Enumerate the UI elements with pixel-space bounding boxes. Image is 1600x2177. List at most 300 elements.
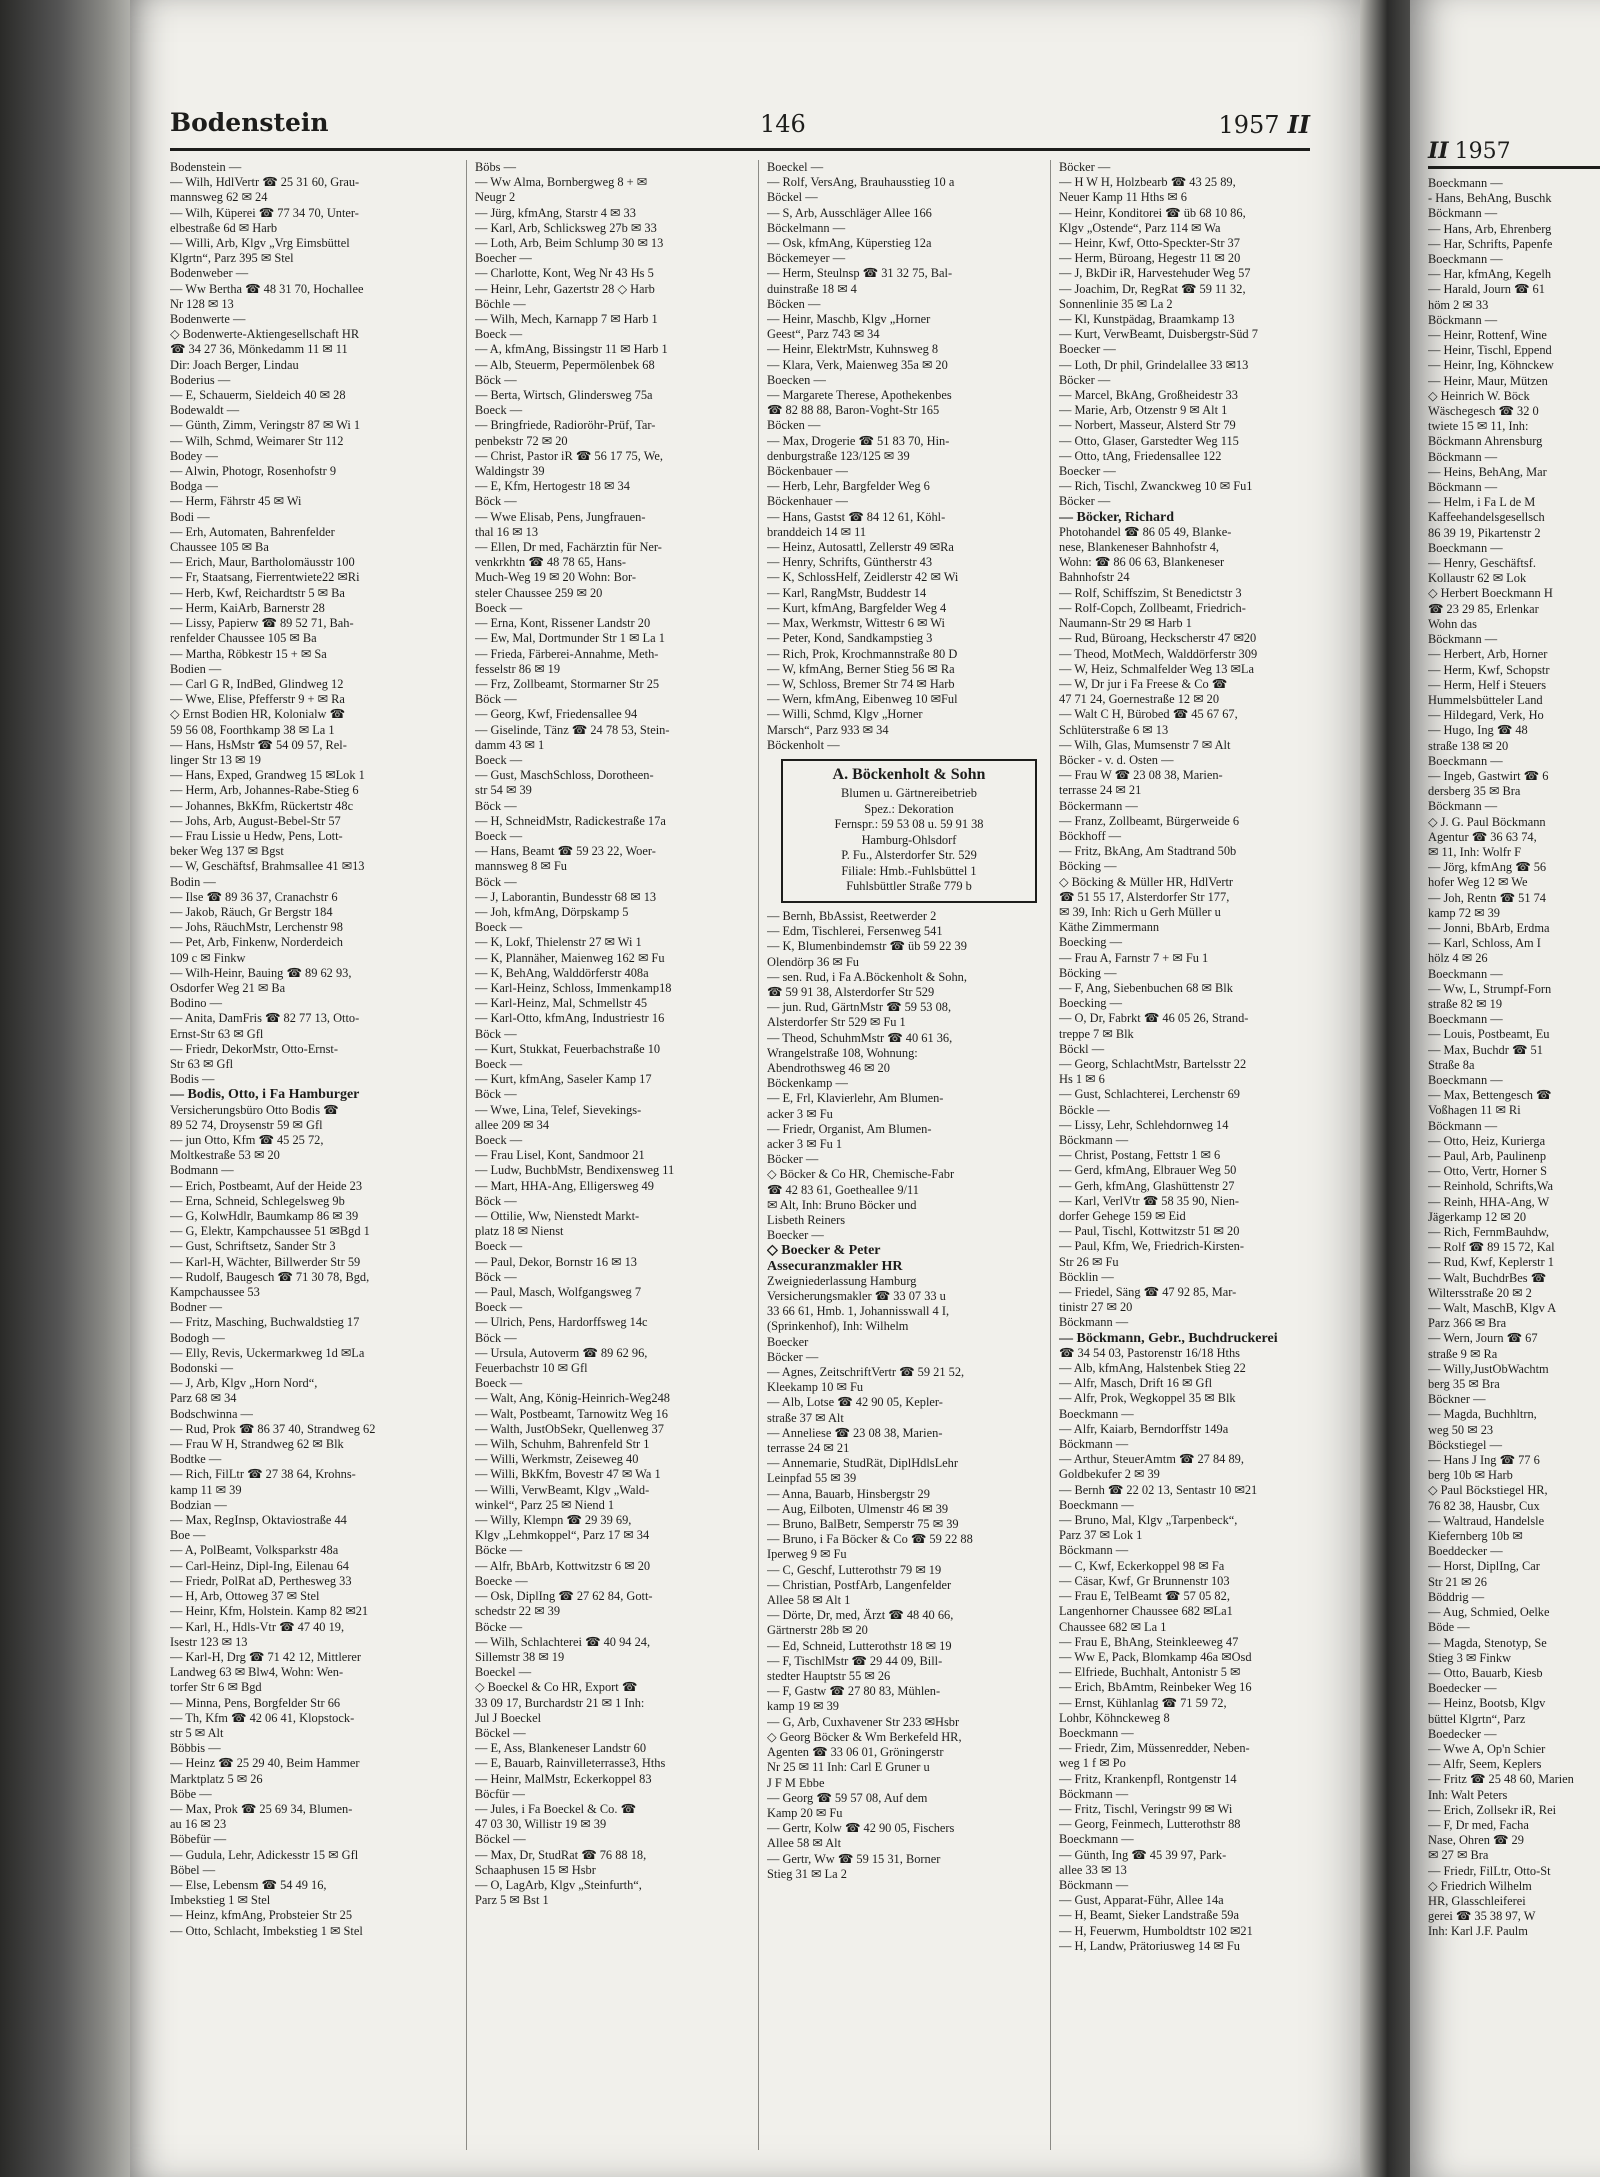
directory-entry: — Gust, Apparat-Führ, Allee 14a <box>1059 1893 1224 1908</box>
directory-entry: — Margarete Therese, Apothekenbes <box>767 388 952 403</box>
directory-entry: linger Str 13 ✉ 19 <box>170 752 261 767</box>
directory-entry: — Rolf-Copch, Zollbeamt, Friedrich- <box>1059 600 1246 615</box>
directory-entry: — Henry, Schrifts, Güntherstr 43 <box>767 555 933 570</box>
directory-entry: Boeck — <box>475 1056 523 1071</box>
column-3 <box>758 160 1037 2150</box>
directory-entry: — Joh, Rentn ☎ 51 74 <box>1428 890 1547 905</box>
directory-entry: — Otto, Glaser, Garstedter Weg 115 <box>1059 433 1239 448</box>
directory-entry: — H, Arb, Ottoweg 37 ✉ Stel <box>170 1589 320 1604</box>
directory-entry: — Kurt, kfmAng, Saseler Kamp 17 <box>475 1072 652 1087</box>
directory-entry: Böckstiegel — <box>1428 1437 1502 1452</box>
directory-entry: weg 1 f ✉ Po <box>1059 1756 1126 1771</box>
directory-entry: — Hans, HsMstr ☎ 54 09 57, Rel- <box>170 737 347 752</box>
directory-entry: — Wilh, Schlachterei ☎ 40 94 24, <box>475 1634 651 1649</box>
directory-entry: — Ellen, Dr med, Fachärztin für Ner- <box>475 540 662 555</box>
directory-entry: — Walt, MaschB, Klgv A <box>1428 1301 1557 1316</box>
directory-entry: — Friedr, DekorMstr, Otto-Ernst- <box>170 1041 338 1056</box>
directory-entry: Böckmann — <box>1059 1543 1129 1558</box>
directory-entry: ☎ 23 29 85, Erlenkar <box>1428 601 1539 616</box>
directory-entry: Böck — <box>475 1330 517 1345</box>
ad-line: Blumen u. Gärtnereibetrieb <box>841 786 977 801</box>
directory-entry: Bodey — <box>170 448 218 463</box>
directory-entry: — G, KolwHdlr, Baumkamp 86 ✉ 39 <box>170 1209 359 1224</box>
directory-entry: Bodogh — <box>170 1330 225 1345</box>
directory-entry: ◇ Herbert Boeckmann H <box>1428 586 1553 601</box>
directory-entry: Böckemeyer — <box>767 251 846 266</box>
directory-entry: — Joh, kfmAng, Dörpskamp 5 <box>475 904 629 919</box>
directory-entry: — Max, Drogerie ☎ 51 83 70, Hin- <box>767 433 950 448</box>
directory-entry: — Böcker, Richard <box>1059 509 1174 525</box>
directory-entry: ◇ Boeckel & Co HR, Export ☎ <box>475 1680 638 1695</box>
directory-entry: — Alb, Lotse ☎ 42 90 05, Kepler- <box>767 1395 943 1410</box>
directory-entry: Böcker — <box>1059 372 1111 387</box>
directory-entry: — Lissy, Lehr, Schlehdornweg 14 <box>1059 1117 1229 1132</box>
directory-entry: — Wilh, Schuhm, Bahrenfeld Str 1 <box>475 1437 650 1452</box>
directory-entry: — Alwin, Photogr, Rosenhofstr 9 <box>170 464 337 479</box>
directory-entry: Boe — <box>170 1528 206 1543</box>
directory-entry: Allee 58 ✉ Alt 1 <box>767 1593 851 1608</box>
directory-entry: Kollaustr 62 ✉ Lok <box>1428 571 1527 586</box>
directory-entry: Chaussee 105 ✉ Ba <box>170 540 269 555</box>
column-4 <box>1050 160 1329 2150</box>
directory-entry: Lisbeth Reiners <box>767 1212 846 1227</box>
directory-entry: Böckhoff — <box>1059 828 1122 843</box>
directory-entry: — E, Bauarb, Rainvilleterrasse3, Hths <box>475 1756 666 1771</box>
directory-entry: — Charlotte, Kont, Weg Nr 43 Hs 5 <box>475 266 654 281</box>
directory-entry: — Hans J Ing ☎ 77 6 <box>1428 1453 1540 1468</box>
directory-entry: — Frau Lissie u Hedw, Pens, Lott- <box>170 828 343 843</box>
directory-entry: — Paul, Kfm, We, Friedrich-Kirsten- <box>1059 1239 1244 1254</box>
directory-entry: — Friedr, PolRat aD, Perthesweg 33 <box>170 1573 352 1588</box>
directory-entry: Kiefernberg 10b ✉ <box>1428 1529 1523 1544</box>
directory-entry: Boeck — <box>475 1133 523 1147</box>
directory-entry: — Heinz, kfmAng, Probsteier Str 25 <box>170 1908 353 1923</box>
directory-entry: — Helm, i Fa L de M <box>1428 495 1536 510</box>
directory-entry: — Heinr, Ing, Köhnckew <box>1428 358 1554 373</box>
directory-entry: — Heinr, Lehr, Gazertstr 28 ◇ Harb <box>475 281 655 296</box>
directory-entry: — Friedr, Organist, Am Blumen- <box>767 1121 932 1136</box>
directory-entry: — Wwe, Elise, Pfefferstr 9 + ✉ Ra <box>170 692 345 707</box>
directory-entry: — Hans, Gastst ☎ 84 12 61, Köhl- <box>767 509 946 524</box>
directory-entry: — Willi, Schmd, Klgv „Horner <box>767 707 923 722</box>
directory-entry: — Walth, JustObSekr, Quellenweg 37 <box>475 1421 664 1436</box>
directory-entry: ☎ 42 83 61, Goetheallee 9/11 <box>767 1182 919 1197</box>
directory-entry: — Heinz ☎ 25 29 40, Beim Hammer <box>170 1756 360 1771</box>
directory-entry: Much-Weg 19 ✉ 20 Wohn: Bor- <box>475 570 637 585</box>
directory-entry: — Willy, Klempn ☎ 29 39 69, <box>475 1513 632 1528</box>
directory-entry: — Willi, BkKfm, Bovestr 47 ✉ Wa 1 <box>475 1467 661 1482</box>
directory-entry: — Hildegard, Verk, Ho <box>1428 708 1544 723</box>
directory-entry: ◇ Böcker & Co HR, Chemische-Fabr <box>767 1167 955 1182</box>
directory-entry: — W, Dr jur i Fa Freese & Co ☎ <box>1059 676 1228 691</box>
book-spine <box>0 0 150 2177</box>
directory-entry: — Otto, Schlacht, Imbekstieg 1 ✉ Stel <box>170 1923 363 1938</box>
directory-entry: — Heinr, Kwf, Otto-Speckter-Str 37 <box>1059 236 1240 251</box>
directory-entry: Boecking — <box>1059 996 1122 1011</box>
directory-entry: — Wilh, Glas, Mumsenstr 7 ✉ Alt <box>1059 737 1231 752</box>
directory-entry: straße 37 ✉ Alt <box>767 1410 844 1425</box>
directory-entry: — E, Kfm, Hertogestr 18 ✉ 34 <box>475 479 630 494</box>
directory-entry: Böckenkamp — <box>767 1076 848 1091</box>
directory-entry: Marsch“, Parz 933 ✉ 34 <box>767 722 889 737</box>
directory-entry: — Henry, Geschäftsf. <box>1428 556 1536 571</box>
directory-entry: — H, Landw, Prätoriusweg 14 ✉ Fu <box>1059 1938 1240 1953</box>
directory-entry: — J, Laborantin, Bundesstr 68 ✉ 13 <box>475 889 657 904</box>
directory-entry: — K, BehAng, Walddörferstr 408a <box>475 965 649 980</box>
directory-entry: allee 33 ✉ 13 <box>1059 1862 1127 1877</box>
directory-entry: — Alfr, Seem, Keplers <box>1428 1757 1542 1772</box>
directory-entry: — Erich, Maur, Bartholomäusstr 100 <box>170 555 355 570</box>
directory-entry: — G, Arb, Cuxhavener Str 233 ✉Hsbr <box>767 1714 960 1729</box>
directory-entry: Böcking — <box>1059 859 1117 874</box>
directory-entry: — Fr, Staatsang, Fierrentwiete22 ✉Ri <box>170 570 360 585</box>
directory-entry: gerei ☎ 35 38 97, W <box>1428 1909 1536 1924</box>
column-1 <box>170 160 448 2150</box>
directory-entry: Voßhagen 11 ✉ Ri <box>1428 1103 1521 1118</box>
directory-entry: — Wilh, HdlVertr ☎ 25 31 60, Grau- <box>170 175 360 190</box>
directory-entry: — Erna, Schneid, Schlegelsweg 9b <box>170 1193 345 1208</box>
ad-title: A. Böckenholt & Sohn <box>832 765 986 783</box>
directory-entry: Kamp 20 ✉ Fu <box>767 1805 843 1820</box>
directory-entry: — Johannes, BkKfm, Rückertstr 48c <box>170 798 354 813</box>
directory-entry: — H, Feuerwm, Humboldtstr 102 ✉21 <box>1059 1923 1253 1938</box>
directory-entry: Inh: Walt Peters <box>1428 1787 1508 1802</box>
directory-entry: — A, kfmAng, Bissingstr 11 ✉ Harb 1 <box>475 342 668 357</box>
directory-entry: Boecker <box>767 1334 809 1349</box>
directory-entry: — Ww E, Pack, Blomkamp 46a ✉Osd <box>1059 1649 1252 1664</box>
directory-entry: Böbefür — <box>170 1832 227 1847</box>
directory-entry: — Anita, DamFris ☎ 82 77 13, Otto- <box>170 1011 360 1026</box>
directory-entry: — Herm, Fährstr 45 ✉ Wi <box>170 494 302 509</box>
directory-entry: — W, Geschäftsf, Brahmsallee 41 ✉13 <box>170 859 365 874</box>
directory-entry: Abendrothsweg 46 ✉ 20 <box>767 1060 890 1075</box>
directory-entry: Waldingstr 39 <box>475 464 545 479</box>
directory-entry: Hummelsbütteler Land <box>1428 692 1543 707</box>
directory-entry: — K, SchlossHelf, Zeidlerstr 42 ✉ Wi <box>767 570 959 585</box>
directory-entry: — Paul, Tischl, Kottwitzstr 51 ✉ 20 <box>1059 1224 1240 1239</box>
directory-entry: — Walt, Ang, König-Heinrich-Weg248 <box>475 1391 670 1406</box>
directory-entry: ◇ Friedrich Wilhelm <box>1428 1878 1532 1893</box>
directory-entry: ☎ 82 88 88, Baron-Voght-Str 165 <box>767 403 940 418</box>
directory-entry: Parz 37 ✉ Lok 1 <box>1059 1528 1143 1543</box>
directory-entry: renfelder Chaussee 105 ✉ Ba <box>170 631 317 646</box>
directory-entry: — Wwe A, Op'n Schier <box>1428 1741 1546 1756</box>
directory-entry: — jun Otto, Kfm ☎ 45 25 72, <box>170 1133 324 1147</box>
directory-entry: — Loth, Arb, Beim Schlump 30 ✉ 13 <box>475 236 664 251</box>
directory-entry: — Rolf, VersAng, Brauhausstieg 10 a <box>767 175 955 190</box>
directory-entry: twiete 15 ✉ 11, Inh: <box>1428 419 1529 434</box>
directory-entry: Assecuranzmakler HR <box>767 1258 903 1274</box>
directory-entry: Boecke — <box>475 1573 528 1588</box>
directory-entry: Boderius — <box>170 372 231 387</box>
directory-entry: — Friedr, FilLtr, Otto-St <box>1428 1863 1551 1878</box>
directory-entry: — Bernh ☎ 22 02 13, Sentastr 10 ✉21 <box>1059 1482 1258 1497</box>
directory-entry: — Karl-H, Wächter, Billwerder Str 59 <box>170 1254 361 1269</box>
directory-entry: — Frau E, BhAng, Steinkleeweg 47 <box>1059 1634 1239 1649</box>
directory-entry: — Heinr, MalMstr, Eckerkoppel 83 <box>475 1771 652 1786</box>
directory-entry: — Pet, Arb, Finkenw, Norderdeich <box>170 935 343 950</box>
directory-entry: — Kurt, Stukkat, Feuerbachstraße 10 <box>475 1041 661 1056</box>
right-page <box>1410 0 1600 2177</box>
directory-entry: Boecker — <box>767 1228 824 1243</box>
directory-entry: Sonnenlinie 35 ✉ La 2 <box>1059 296 1173 311</box>
directory-entry: Boecken — <box>767 372 826 387</box>
directory-entry: 89 52 74, Droysenstr 59 ✉ Gfl <box>170 1117 323 1132</box>
directory-entry: — Erich, Zollsekr iR, Rei <box>1428 1802 1557 1817</box>
directory-entry: — Arthur, SteuerAmtm ☎ 27 84 89, <box>1059 1452 1244 1467</box>
directory-entry: Wrangelstraße 108, Wohnung: <box>767 1045 918 1060</box>
directory-entry: Böckmann — <box>1428 206 1498 221</box>
directory-entry: beker Weg 137 ✉ Bgst <box>170 844 284 859</box>
directory-entry: — Ew, Mal, Dortmunder Str 1 ✉ La 1 <box>475 631 665 646</box>
directory-entry: — Böckmann, Gebr., Buchdruckerei <box>1059 1330 1278 1346</box>
directory-entry: — Günth, Zimm, Veringstr 87 ✉ Wi 1 <box>170 418 361 433</box>
directory-entry: straße 138 ✉ 20 <box>1428 738 1509 753</box>
directory-entry: — Alfr, Prok, Wegkoppel 35 ✉ Blk <box>1059 1391 1236 1406</box>
directory-entry: — Gerh, kfmAng, Glashüttenstr 27 <box>1059 1178 1235 1193</box>
directory-entry: Böck — <box>475 372 517 387</box>
directory-entry: Böcker - v. d. Osten — <box>1059 752 1174 767</box>
directory-entry: Osdorfer Weg 21 ✉ Ba <box>170 980 286 995</box>
directory-entry: — Jakob, Räuch, Gr Bergstr 184 <box>170 904 333 919</box>
directory-entry: Boedecker — <box>1428 1726 1497 1741</box>
directory-entry: — Alb, kfmAng, Halstenbek Stieg 22 <box>1059 1361 1246 1376</box>
directory-entry: — Paul, Masch, Wolfgangsweg 7 <box>475 1285 642 1300</box>
directory-entry: — Otto, Heiz, Kurierga <box>1428 1133 1546 1148</box>
directory-entry: — Herm, Steulnsp ☎ 31 32 75, Bal- <box>767 266 953 281</box>
directory-entry: — Gertr, Kolw ☎ 42 90 05, Fischers <box>767 1821 955 1836</box>
directory-entry: 33 66 61, Hmb. 1, Johannisswall 4 I, <box>767 1304 950 1319</box>
directory-entry: — Har, Schrifts, Papenfe <box>1428 236 1553 251</box>
directory-entry: — Johs, RäuchMstr, Lerchenstr 98 <box>170 920 343 935</box>
directory-entry: — Marcel, BkAng, Großheidestr 33 <box>1059 388 1238 403</box>
directory-entry: — Heinr, Maschb, Klgv „Horner <box>767 312 931 327</box>
directory-entry: — F, TischlMstr ☎ 29 44 09, Bill- <box>767 1653 943 1668</box>
directory-entry: — Georg, SchlachtMstr, Bartelsstr 22 <box>1059 1056 1247 1071</box>
directory-entry: — Erich, BbAmtm, Reinbeker Weg 16 <box>1059 1680 1252 1695</box>
directory-entry: Isestr 123 ✉ 13 <box>170 1634 248 1649</box>
directory-entry: — Gust, MaschSchloss, Dorotheen- <box>475 768 654 783</box>
directory-entry: — Klara, Verk, Maienweg 35a ✉ 20 <box>767 357 948 372</box>
directory-entry: Chaussee 682 ✉ La 1 <box>1059 1619 1167 1634</box>
directory-entry: Boeckmann — <box>1428 966 1503 981</box>
directory-entry: — Max, Buchdr ☎ 51 <box>1428 1042 1543 1057</box>
directory-entry: Schaaphusen 15 ✉ Hsbr <box>475 1862 596 1877</box>
directory-entry: Böck — <box>475 1269 517 1284</box>
directory-entry: — Karl-Heinz, Mal, Schmellstr 45 <box>475 996 648 1011</box>
directory-entry: Boeck — <box>475 752 523 767</box>
directory-entry: — Lissy, Papierw ☎ 89 52 71, Bah- <box>170 616 354 631</box>
directory-entry: terrasse 24 ✉ 21 <box>767 1441 850 1456</box>
directory-entry: — Fritz ☎ 25 48 60, Marien <box>1428 1772 1574 1787</box>
directory-entry: Agenten ☎ 33 06 01, Gröningerstr <box>767 1745 944 1760</box>
directory-entry: — Rich, FilLtr ☎ 27 38 64, Krohns- <box>170 1467 356 1482</box>
directory-entry: — E, Ass, Blankeneser Landstr 60 <box>475 1741 647 1756</box>
directory-entry: — Herm, Arb, Johannes-Rabe-Stieg 6 <box>170 783 359 798</box>
directory-entry: HR, Glasschleiferei <box>1428 1893 1526 1908</box>
directory-entry: — Elly, Revis, Uckermarkweg 1d ✉La <box>170 1345 365 1360</box>
directory-entry: — Paul, Arb, Paulinenp <box>1428 1149 1547 1163</box>
directory-entry: — Willi, Arb, Klgv „Vrg Eimsbüttel <box>170 236 350 251</box>
directory-entry: Straße 8a <box>1428 1057 1475 1072</box>
directory-entry: — Elfriede, Buchhalt, Antonistr 5 ✉ <box>1059 1665 1241 1680</box>
directory-entry: — Christ, Pastor iR ☎ 56 17 75, We, <box>475 448 664 463</box>
directory-entry: Str 63 ✉ Gfl <box>170 1056 234 1071</box>
directory-entry: Neuer Kamp 11 Hths ✉ 6 <box>1059 190 1187 205</box>
directory-entry: — Heinr, Rottenf, Wine <box>1428 328 1547 343</box>
directory-entry: — Martha, Röbkestr 15 + ✉ Sa <box>170 646 327 661</box>
directory-entry: Iperweg 9 ✉ Fu <box>767 1547 847 1562</box>
directory-entry: kamp 72 ✉ 39 <box>1428 905 1500 920</box>
directory-entry: — Marie, Arb, Otzenstr 9 ✉ Alt 1 <box>1059 403 1228 418</box>
directory-entry: — Max, Bettengesch ☎ <box>1428 1088 1552 1103</box>
directory-entry: Boeck — <box>475 920 523 935</box>
directory-entry: ✉ 39, Inh: Rich u Gerh Müller u <box>1059 904 1221 919</box>
directory-entry: Geest“, Parz 743 ✉ 34 <box>767 327 880 342</box>
directory-entry: — Theod, SchuhmMstr ☎ 40 61 36, <box>767 1030 953 1045</box>
directory-entry: Böckle — <box>1059 1102 1110 1117</box>
directory-entry: Bodino — <box>170 996 222 1011</box>
directory-entry: — Max, Werkmstr, Wittestr 6 ✉ Wi <box>767 616 945 631</box>
directory-entry: ◇ Böcking & Müller HR, HdlVertr <box>1059 874 1234 889</box>
directory-entry: Sillemstr 38 ✉ 19 <box>475 1649 565 1664</box>
right-header-rule <box>1428 166 1600 169</box>
directory-entry: — Karl, Arb, Schlicksweg 27b ✉ 33 <box>475 220 657 235</box>
directory-entry: — Ludw, BuchbMstr, Bendixensweg 11 <box>475 1163 675 1178</box>
directory-entry: Str 26 ✉ Fu <box>1059 1254 1119 1269</box>
directory-entry: Böcking — <box>1059 965 1117 980</box>
directory-entry: Boeckmann — <box>1059 1832 1134 1847</box>
directory-entry: Böckmann — <box>1059 1786 1129 1801</box>
directory-entry: ◇ Heinrich W. Böck <box>1428 388 1530 403</box>
right-page-header <box>1428 138 1511 164</box>
directory-entry: Neugr 2 <box>475 190 516 205</box>
directory-entry: berg 35 ✉ Bra <box>1428 1377 1500 1392</box>
directory-entry: ✉ 11, Inh: Wolfr F <box>1428 844 1522 859</box>
directory-entry: Böck — <box>475 798 517 813</box>
directory-entry: — Georg, Feinmech, Lutterothstr 88 <box>1059 1817 1241 1832</box>
directory-entry: Stieg 31 ✉ La 2 <box>767 1866 847 1881</box>
directory-entry: str 54 ✉ 39 <box>475 783 532 798</box>
directory-entry: Boeckmann — <box>1059 1406 1134 1421</box>
directory-entry: Alsterdorfer Str 529 ✉ Fu 1 <box>767 1015 906 1030</box>
directory-entry: — K, Plannäher, Maienweg 162 ✉ Fu <box>475 950 665 965</box>
directory-entry: Boeck — <box>475 1300 523 1315</box>
ad-line: Fuhlsbüttler Straße 779 b <box>846 879 972 894</box>
directory-entry: 47 71 24, Goernestraße 12 ✉ 20 <box>1059 692 1220 707</box>
directory-entry: — Horst, DiplIng, Car <box>1428 1559 1540 1574</box>
directory-entry: Böcker — <box>767 1152 819 1167</box>
column-3-bottom <box>767 909 1037 1882</box>
directory-entry: Bodien — <box>170 661 222 676</box>
directory-entry: — Herb, Lehr, Bargfelder Weg 6 <box>767 479 930 494</box>
directory-entry: Boeck — <box>475 600 523 615</box>
directory-entry: steler Chaussee 259 ✉ 20 <box>475 585 603 600</box>
directory-entry: treppe 7 ✉ Blk <box>1059 1026 1134 1041</box>
directory-entry: — Frau W H, Strandweg 62 ✉ Blk <box>170 1437 344 1452</box>
directory-entry: — W, kfmAng, Berner Stieg 56 ✉ Ra <box>767 661 955 676</box>
directory-entry: Boeck — <box>475 828 523 843</box>
directory-entry: — Har, kfmAng, Kegelh <box>1428 267 1552 282</box>
directory-entry: - Hans, BehAng, Buschk <box>1428 191 1552 206</box>
boeckenholt-advertisement <box>781 759 1037 903</box>
directory-entry: straße 9 ✉ Ra <box>1428 1346 1498 1361</box>
directory-entry: — Kurt, VerwBeamt, Duisbergstr-Süd 7 <box>1059 327 1258 342</box>
directory-entry: J F M Ebbe <box>767 1775 825 1790</box>
directory-entry: — Georg, Kwf, Friedensallee 94 <box>475 707 638 722</box>
directory-entry: Böbs — <box>475 160 516 174</box>
directory-entry: Naumann-Str 29 ✉ Harb 1 <box>1059 616 1192 631</box>
directory-entry: Böckenbauer — <box>767 464 848 479</box>
directory-entry: Böcklin — <box>1059 1269 1114 1284</box>
directory-entry: — Paul, Dekor, Bornstr 16 ✉ 13 <box>475 1254 638 1269</box>
directory-entry: Stieg 3 ✉ Finkw <box>1428 1650 1512 1665</box>
directory-entry: — Gust, Schriftsetz, Sander Str 3 <box>170 1239 336 1254</box>
directory-columns <box>170 160 1320 2150</box>
directory-entry: hölz 4 ✉ 26 <box>1428 951 1488 966</box>
directory-entry: — Hugo, Ing ☎ 48 <box>1428 723 1528 738</box>
directory-entry: Bodonski — <box>170 1361 233 1376</box>
directory-entry: straße 82 ✉ 19 <box>1428 996 1503 1011</box>
directory-entry: Bodenwerte — <box>170 312 246 327</box>
directory-entry: — Alfr, Kaiarb, Berndorffstr 149a <box>1059 1421 1229 1436</box>
directory-entry: — Agnes, ZeitschriftVertr ☎ 59 21 52, <box>767 1365 965 1380</box>
directory-entry: — K, Blumenbindemstr ☎ üb 59 22 39 <box>767 939 967 954</box>
ad-line: Fernspr.: 59 53 08 u. 59 91 38 <box>834 817 984 832</box>
directory-entry: — Edm, Tischlerei, Fersenweg 541 <box>767 924 943 939</box>
directory-entry: Böckermann — <box>1059 798 1138 813</box>
directory-entry: dersberg 35 ✉ Bra <box>1428 784 1521 799</box>
directory-entry: (Sprinkenhof), Inh: Wilhelm <box>767 1319 909 1334</box>
directory-entry: Marktplatz 5 ✉ 26 <box>170 1771 263 1786</box>
directory-entry: platz 18 ✉ Nienst <box>475 1224 564 1239</box>
directory-entry: — Rud, Prok ☎ 86 37 40, Strandweg 62 <box>170 1421 376 1436</box>
directory-entry: acker 3 ✉ Fu 1 <box>767 1136 843 1151</box>
directory-entry: — Magda, Buchhltrn, <box>1428 1407 1537 1422</box>
directory-entry: — Heinr, Tischl, Eppend <box>1428 343 1552 358</box>
directory-entry: — Willy,JustObWachtm <box>1428 1361 1549 1376</box>
directory-entry: Langenhorner Chaussee 682 ✉La1 <box>1059 1604 1233 1619</box>
directory-entry: — Wilh, Mech, Karnapp 7 ✉ Harb 1 <box>475 312 658 327</box>
directory-entry: — Willi, Werkmstr, Zeiseweg 40 <box>475 1452 639 1467</box>
column-2 <box>466 160 745 2150</box>
directory-entry: höm 2 ✉ 33 <box>1428 297 1489 312</box>
directory-entry: Boedecker — <box>1428 1681 1497 1696</box>
directory-entry: — Wilh, Küperei ☎ 77 34 70, Unter- <box>170 205 359 220</box>
directory-entry: — H W H, Holzbearb ☎ 43 25 89, <box>1059 175 1236 190</box>
directory-entry: — Aug, Eilboten, Ulmenstr 46 ✉ 39 <box>767 1501 949 1516</box>
running-head: Bodenstein <box>170 108 329 137</box>
directory-entry: Böck — <box>475 692 517 707</box>
right-year: 1957 <box>1454 139 1511 164</box>
directory-entry: Boeckmann — <box>1428 753 1503 768</box>
directory-entry: Bodi — <box>170 509 210 524</box>
directory-entry: Bodenweber — <box>170 266 249 281</box>
directory-entry: elbestraße 6d ✉ Harb <box>170 220 278 235</box>
directory-entry: — Wilh-Heinr, Bauing ☎ 89 62 93, <box>170 965 352 980</box>
directory-entry: Böckmann — <box>1059 1315 1129 1330</box>
directory-entry: Böcken — <box>767 296 821 311</box>
directory-entry: — Louis, Postbeamt, Eu <box>1428 1027 1550 1042</box>
ad-line: Spez.: Dekoration <box>864 801 954 816</box>
directory-entry: 76 82 38, Hausbr, Cux <box>1428 1498 1540 1513</box>
directory-entry: denburgstraße 123/125 ✉ 39 <box>767 448 910 463</box>
directory-entry: ◇ Bodenwerte-Aktiengesellschaft HR <box>170 327 360 342</box>
directory-entry: Parz 5 ✉ Bst 1 <box>475 1893 549 1908</box>
directory-entry: — Gerd, kfmAng, Elbrauer Weg 50 <box>1059 1163 1237 1178</box>
directory-entry: — Christ, Postang, Fettstr 1 ✉ 6 <box>1059 1148 1221 1163</box>
directory-entry: Böcfür — <box>475 1786 525 1801</box>
